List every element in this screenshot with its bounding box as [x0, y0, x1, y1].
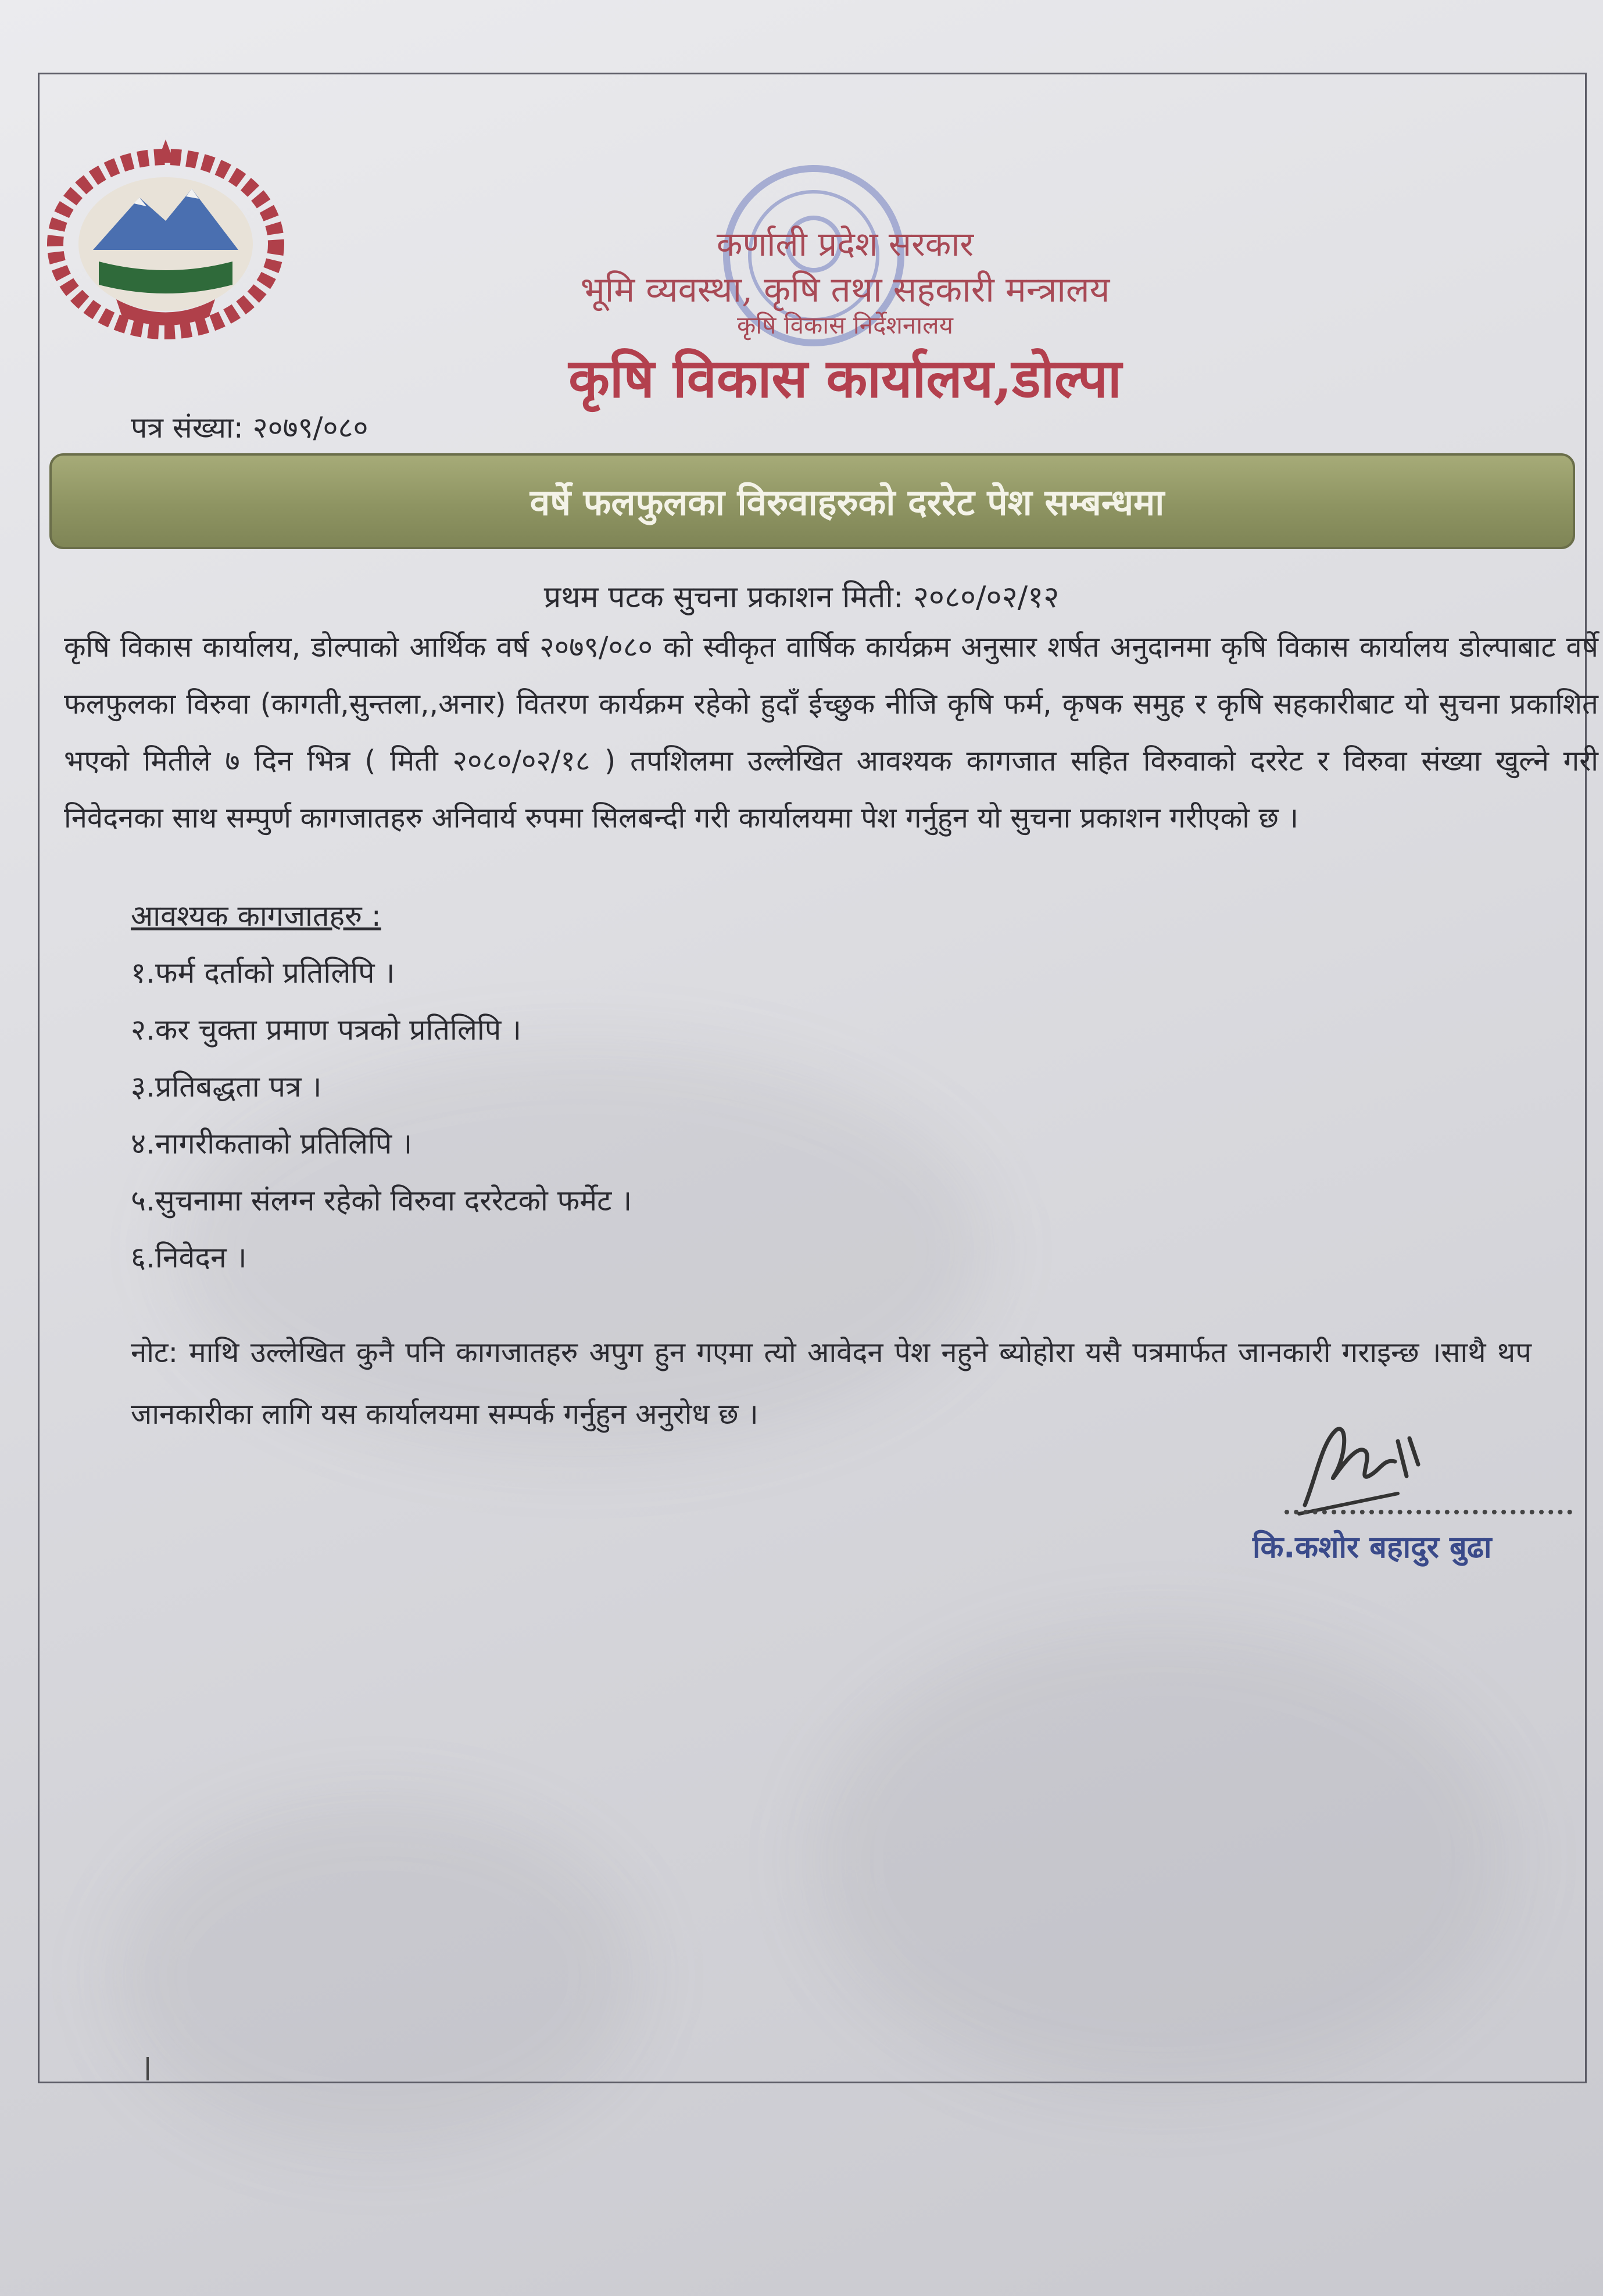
publication-date: प्रथम पटक सुचना प्रकाशन मिती: २०८०/०२/१२ [543, 580, 1060, 615]
subject-title: वर्षे फलफुलका विरुवाहरुको दररेट पेश सम्बन्धमा [529, 481, 1165, 524]
reference-number: पत्र संख्या: २०७९/०८० [131, 411, 368, 445]
list-item: १.फर्म दर्ताको प्रतिलिपि । [131, 956, 395, 990]
signature-icon [1282, 1406, 1433, 1523]
list-item: २.कर चुक्ता प्रमाण पत्रको प्रतिलिपि । [131, 1013, 522, 1047]
notice-body: कृषि विकास कार्यालय, डोल्पाको आर्थिक वर्ष २०७९/०८० को स्वीकृत वार्षिक कार्यक्रम अनुसार शर्षत अनुदानमा कृषि विकास कार्यालय डोल्पाबाट वर्षे फलफुलका विरुवा (कागती,सुन्तला,,अनार) वितरण कार्यक्रम रहेको हुदाँ ईच्छुक नीजि कृषि फर्म, कृषक समुह र कृषि सहकारीबाट यो सुचना प्रकाशित भएको मितीले ७ दिन भित्र ( मिती २०८०/०२/१८ ) तपशिलमा उल्लेखित आवश्यक कागजात सहित विरुवाको दररेट र विरुवा संख्या खुल्ने गरी निवेदनका साथ सम्पुर्ण कागजातहरु अनिवार्य रुपमा सिलबन्दी गरी कार्यालयमा पेश गर्नुहुन यो सुचना प्रकाशन गरीएको छ । [64, 631, 1598, 834]
signature-line [1284, 1510, 1572, 1514]
letterhead-directorate: कृषि विकास निर्देशनालय [737, 311, 953, 339]
signatory-name: कि.कशोर बहादुर बुढा [1253, 1530, 1492, 1565]
documents-heading: आवश्यक कागजातहरु : [131, 899, 381, 933]
page-mark [146, 2057, 149, 2080]
documents-list [131, 944, 632, 1286]
list-item: ६.निवेदन । [131, 1241, 247, 1274]
list-item: ४.नागरीकताको प्रतिलिपि । [131, 1127, 413, 1160]
note-text: नोट: माथि उल्लेखित कुनै पनि कागजातहरु अपुग हुन गएमा त्यो आवेदन पेश नहुने ब्योहोरा यसै पत्रमार्फत जानकारी गराइन्छ ।साथै थप जानकारीका लागि यस कार्यालयमा सम्पर्क गर्नुहुन अनुरोध छ । [131, 1336, 1532, 1431]
letterhead-government: कर्णाली प्रदेश सरकार [716, 224, 974, 264]
list-item: ५.सुचनामा संलग्न रहेको विरुवा दररेटको फर्मेट । [131, 1184, 632, 1217]
list-item: ३.प्रतिबद्धता पत्र । [131, 1070, 322, 1104]
letterhead-ministry: भूमि व्यवस्था, कृषि तथा सहकारी मन्त्रालय [580, 270, 1110, 310]
subject-banner [49, 453, 1575, 549]
letterhead-office: कृषि विकास कार्यालय,डोल्पा [568, 347, 1122, 410]
